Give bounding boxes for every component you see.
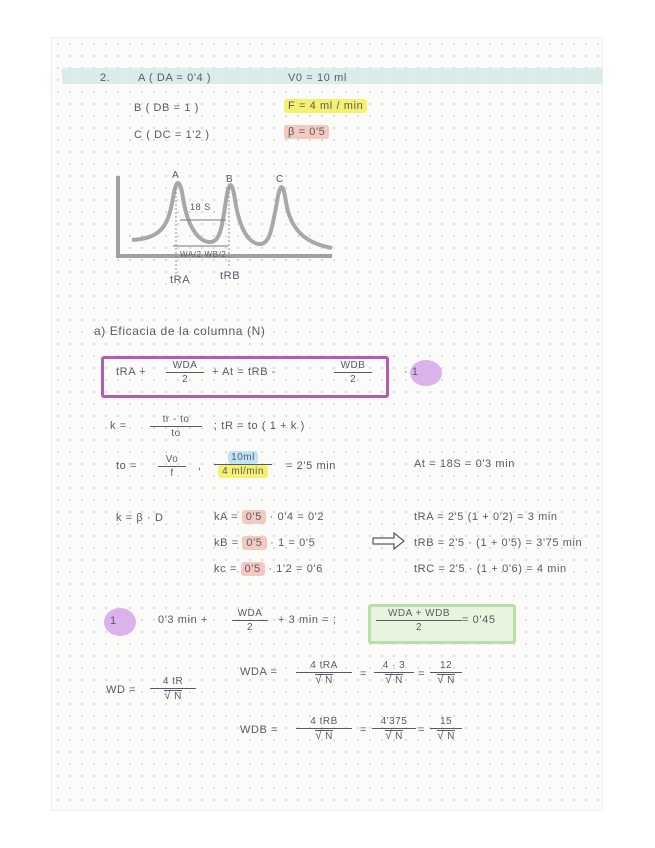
- peak-b-line: B ( DB = 1 ): [134, 102, 199, 114]
- label-a: A: [172, 170, 180, 181]
- beta-value: β = 0'5: [284, 125, 329, 139]
- t0-numeric-fraction: [214, 452, 272, 477]
- k-formula: k = β · D: [116, 512, 164, 524]
- kb-label: kB =: [214, 537, 239, 549]
- sqrt-n: √ N: [385, 730, 403, 742]
- tra-label: tRA: [170, 274, 191, 286]
- volume-highlight: 10ml: [228, 451, 258, 464]
- beta-highlight: 0'5: [241, 562, 265, 576]
- sqrt-n: √ N: [164, 690, 182, 702]
- fraction-numerator: WDA: [166, 360, 204, 373]
- problem-number: 2.: [100, 72, 111, 84]
- fraction-numerator: 4'375: [372, 716, 416, 729]
- equals-sign: =: [418, 668, 426, 680]
- ka-label: kA =: [214, 511, 239, 523]
- kb-value: · 1 = 0'5: [270, 537, 316, 549]
- t0-fraction: [158, 454, 186, 479]
- fraction-numerator: 4 tRB: [296, 716, 352, 729]
- wda-fraction-3: [430, 660, 462, 686]
- wd-lhs: WD =: [106, 684, 137, 696]
- kc-label: kc =: [214, 563, 237, 575]
- flow-wrap: [284, 100, 367, 112]
- section-heading: a) Eficacia de la columna (N): [94, 324, 266, 338]
- fraction-denominator: 2: [349, 374, 357, 385]
- equals-sign: =: [360, 668, 368, 680]
- t0-lhs: to =: [116, 460, 138, 472]
- step-wda-fraction: [232, 608, 268, 633]
- fraction-numerator: WDA + WDB: [376, 608, 462, 621]
- tag-wrap: · 1: [404, 366, 419, 378]
- fraction-numerator: WDA: [232, 608, 268, 621]
- flow-value: F = 4 ml / min: [284, 99, 367, 113]
- tr-relation: ; tR = to ( 1 + k ): [214, 420, 305, 432]
- fraction-numerator: 4 tRA: [296, 660, 352, 673]
- ka-value: · 0'4 = 0'2: [269, 511, 325, 523]
- beta-highlight: 0'5: [242, 536, 266, 550]
- trb-result: tRB = 2'5 · (1 + 0'5) = 3'75 min: [414, 537, 583, 549]
- wda-half-fraction: [166, 360, 204, 385]
- kc-value: · 1'2 = 0'6: [268, 563, 323, 575]
- fraction-denominator: 2: [181, 374, 189, 385]
- tra-result: tRA = 2'5 (1 + 0'2) = 3 min: [414, 511, 558, 523]
- fraction-denominator: 2: [415, 622, 423, 633]
- trc-result: tRC = 2'5 · (1 + 0'6) = 4 min: [414, 563, 567, 575]
- k-lhs: k =: [110, 420, 127, 432]
- wda-fraction-1: [296, 660, 352, 686]
- kc-row: [214, 563, 323, 575]
- wd-fraction: [150, 676, 196, 702]
- wdb-fraction-2: [372, 716, 416, 742]
- flow-highlight: 4 ml/min: [218, 465, 268, 478]
- step-prefix: 0'3 min +: [158, 614, 208, 626]
- trb-label: tRB: [220, 270, 241, 282]
- fraction-numerator: 15: [430, 716, 462, 729]
- fraction-denominator: f: [170, 468, 174, 479]
- half-width-label: WA/2 WB/2: [180, 250, 227, 259]
- boxed-middle: + At = tRB -: [212, 366, 277, 378]
- step-middle: + 3 min = ;: [278, 614, 337, 626]
- t0-result: = 2'5 min: [286, 460, 336, 472]
- sqrt-n: √ N: [437, 674, 455, 686]
- fraction-numerator: 12: [430, 660, 462, 673]
- fraction-numerator: tr - to: [150, 414, 202, 427]
- equals-sign: =: [418, 724, 426, 736]
- sqrt-n: √ N: [315, 674, 333, 686]
- beta-highlight: 0'5: [242, 510, 266, 524]
- fraction-numerator: WDB: [334, 360, 372, 373]
- equals-sign: =: [360, 724, 368, 736]
- wdb-fraction-3: [430, 716, 462, 742]
- step-tag-circle: [104, 608, 136, 636]
- wda-lhs: WDA =: [240, 666, 278, 678]
- sqrt-n: √ N: [437, 730, 455, 742]
- boxed-tra: tRA +: [116, 366, 147, 378]
- v0-value: V0 = 10 ml: [288, 72, 347, 84]
- wdb-half-fraction: [334, 360, 372, 385]
- beta-wrap: [284, 126, 329, 138]
- gap-label: 18 S: [190, 202, 211, 212]
- ka-row: [214, 511, 324, 523]
- wda-fraction-2: [374, 660, 414, 686]
- equation-tag: 1: [411, 366, 419, 378]
- peak-curve: [132, 183, 332, 248]
- label-b: B: [226, 174, 234, 185]
- delta-t-value: At = 18S = 0'3 min: [414, 458, 515, 470]
- sqrt-n: √ N: [315, 730, 333, 742]
- t0-separator: ,: [198, 460, 202, 472]
- fraction-denominator: 2: [246, 622, 254, 633]
- fraction-numerator: Vo: [158, 454, 186, 467]
- kb-row: [214, 537, 315, 549]
- fraction-denominator: to: [171, 428, 181, 439]
- fraction-numerator: 4 · 3: [374, 660, 414, 673]
- k-fraction: [150, 414, 202, 439]
- step-tag: 1: [110, 615, 117, 627]
- wdb-fraction-1: [296, 716, 352, 742]
- peak-a-line: A ( DA = 0'4 ): [138, 72, 212, 84]
- implies-arrow-icon: [372, 532, 406, 550]
- label-c: C: [276, 174, 284, 185]
- wdb-lhs: WDB =: [240, 724, 279, 736]
- width-sum-result: = 0'45: [462, 614, 496, 626]
- width-sum-fraction: [376, 608, 462, 633]
- peak-c-line: C ( DC = 1'2 ): [134, 129, 210, 141]
- sqrt-n: √ N: [385, 674, 403, 686]
- fraction-numerator: 4 tR: [150, 676, 196, 689]
